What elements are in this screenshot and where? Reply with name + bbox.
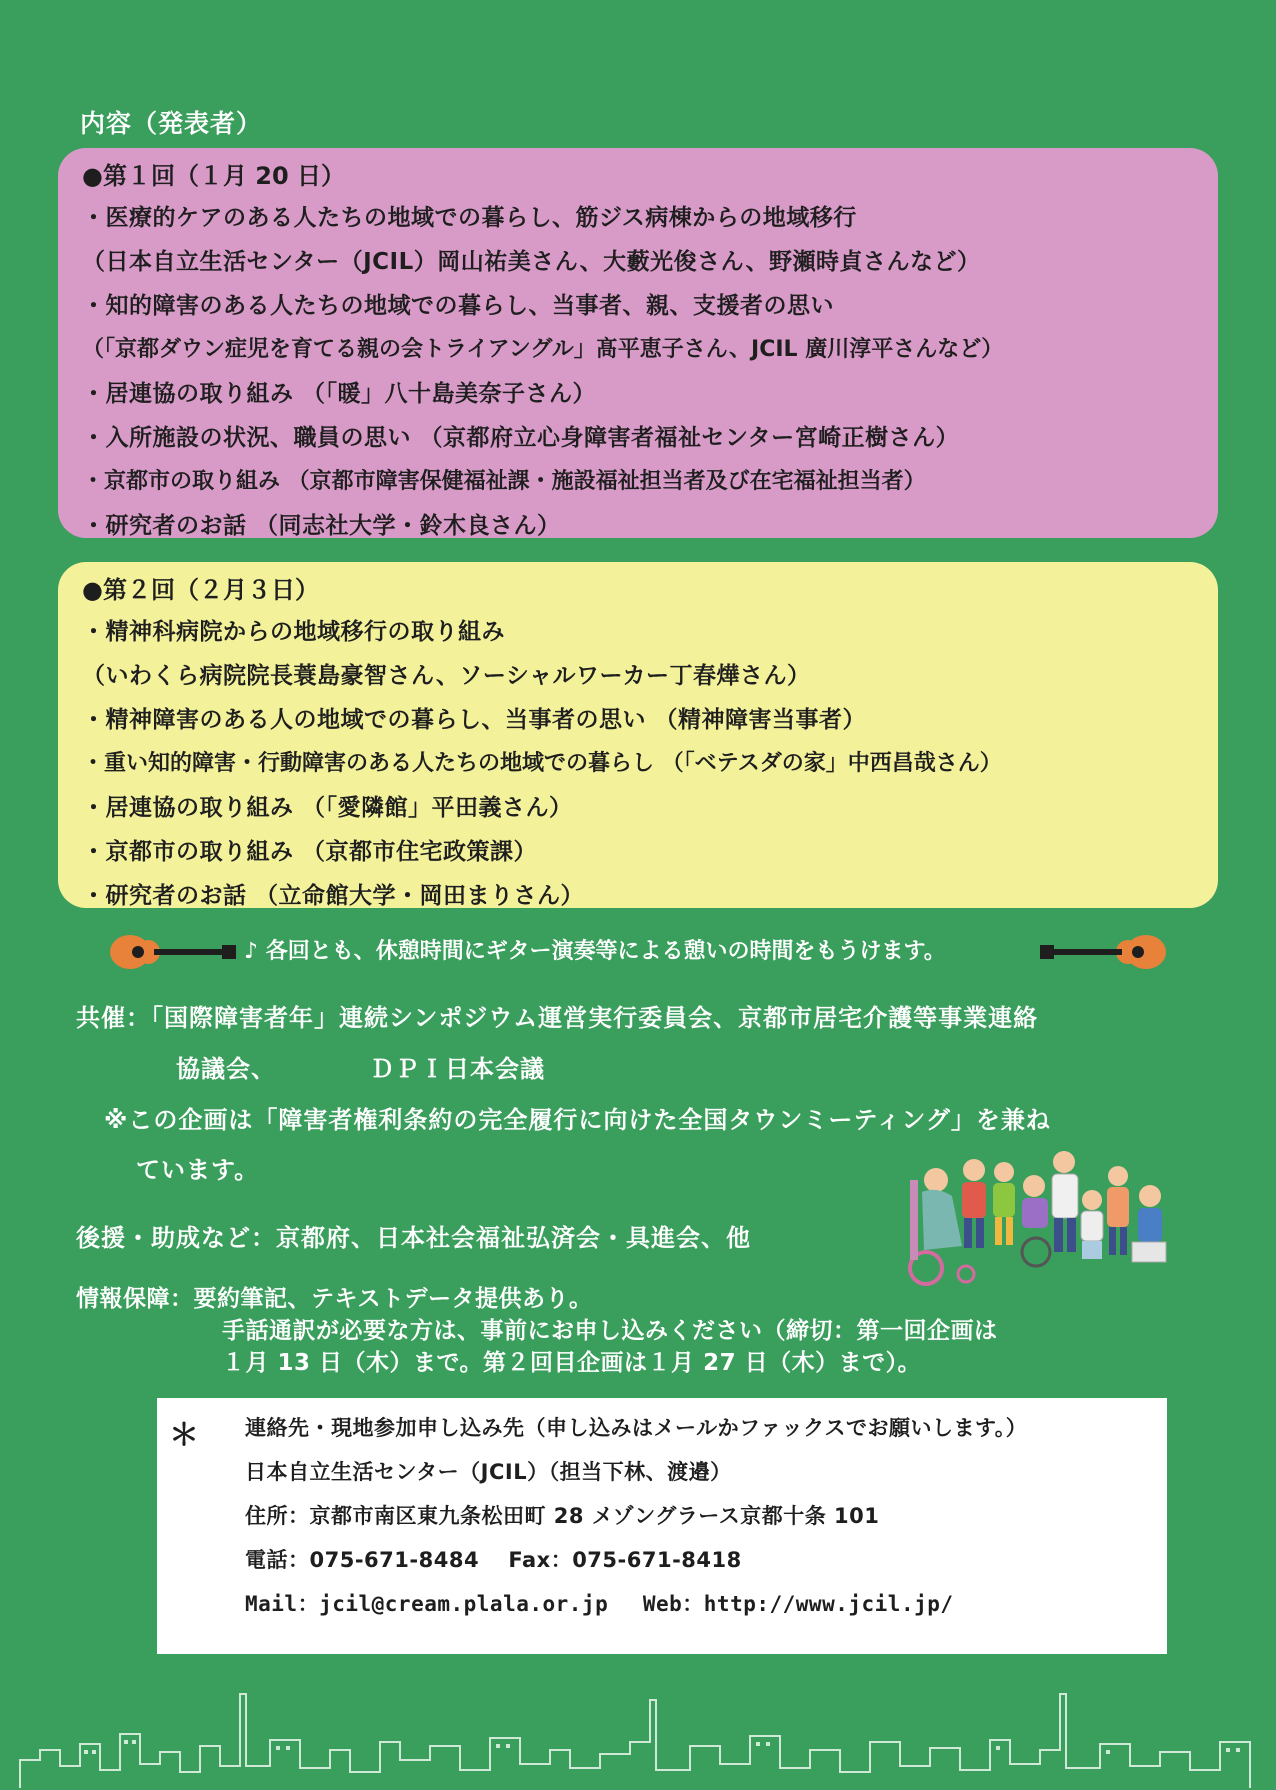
session-2-heading: ●第２回（２月３日） [82,576,319,604]
session-2-line: ・居連協の取り組み （「愛隣館」平田義さん） [82,795,573,821]
contact-box [157,1398,1167,1654]
contact-star: ＊ [169,1418,199,1453]
session-1-box [58,148,1218,538]
contact-address: 住所：京都市南区東九条松田町 28 メゾングラース京都十条 101 [245,1504,880,1528]
guitar-icon [1038,930,1168,974]
cohost-line-2b: ＤＰＩ日本会議 [370,1055,545,1083]
contact-phone-fax: 電話：075-671-8484 Fax：075-671-8418 [245,1548,742,1572]
support-line: 後援・助成など：京都府、日本社会福祉弘済会・具進会、他 [76,1224,751,1252]
session-1-line: ・研究者のお話 （同志社大学・鈴木良さん） [82,513,561,539]
guitar-icon [108,930,238,974]
cohost-line-2a: 協議会、 [176,1055,276,1083]
session-1-heading: ●第１回（１月 20 日） [82,162,346,190]
session-2-line: ・研究者のお話 （立命館大学・岡田まりさん） [82,883,585,909]
note-line-2: ています。 [136,1156,260,1184]
info-line-2: 手話通訳が必要な方は、事前にお申し込みください（締切：第一回企画は [222,1318,998,1344]
session-2-line: ・重い知的障害・行動障害のある人たちの地域での暮らし （「ベテスダの家」中西昌哉さん） [82,751,1002,776]
section-title: 内容（発表者） [80,109,263,138]
session-2-line: ・精神科病院からの地域移行の取り組み [82,619,505,645]
session-1-line: ・医療的ケアのある人たちの地域での暮らし、筋ジス病棟からの地域移行 [82,205,857,231]
session-1-line: ・入所施設の状況、職員の思い （京都府立心身障害者福祉センター宮崎正樹さん） [82,425,960,451]
city-skyline [0,1680,1276,1790]
session-2-box [58,562,1218,908]
session-1-line: ・知的障害のある人たちの地域での暮らし、当事者、親、支援者の思い [82,293,834,319]
session-1-line: （「京都ダウン症児を育てる親の会トライアングル」髙平恵子さん、JCIL 廣川淳平さんなど） [82,337,1004,362]
session-2-line: （いわくら病院院長蓑島豪智さん、ソーシャルワーカー丁春燁さん） [82,663,811,689]
cohost-line-1: 共催：「国際障害者年」連続シンポジウム運営実行委員会、京都市居宅介護等事業連絡 [76,1004,1039,1032]
session-1-line: （日本自立生活センター（JCIL）岡山祐美さん、大藪光俊さん、野瀬時貞さんなど） [82,249,981,275]
session-2-line: ・精神障害のある人の地域での暮らし、当事者の思い （精神障害当事者） [82,707,867,733]
contact-line-1: 連絡先・現地参加申し込み先（申し込みはメールかファックスでお願いします。） [245,1416,1028,1440]
guitar-note-row [108,928,1168,976]
info-line-3: １月 13 日（木）まで。第２回目企画は１月 27 日（木）まで）。 [222,1350,922,1376]
contact-line-2: 日本自立生活センター（JCIL）（担当下林、渡邉） [245,1460,732,1484]
session-1-line: ・居連協の取り組み （「暖」八十島美奈子さん） [82,381,597,407]
session-1-line: ・京都市の取り組み （京都市障害保健福祉課・施設福祉担当者及び在宅福祉担当者） [82,469,926,494]
guitar-note-text: ♪ 各回とも、休憩時間にギター演奏等による憩いの時間をもうけます。 [244,939,946,964]
people-illustration [896,1140,1176,1290]
info-line-1: 情報保障：要約筆記、テキストデータ提供あり。 [76,1286,593,1312]
note-line-1: ※この企画は「障害者権利条約の完全履行に向けた全国タウンミーティング」を兼ね [104,1106,1051,1134]
contact-mail-web: Mail：jcil@cream.plala.or.jp Web：http://www.jcil.jp/ [245,1592,954,1616]
session-2-line: ・京都市の取り組み （京都市住宅政策課） [82,839,538,865]
